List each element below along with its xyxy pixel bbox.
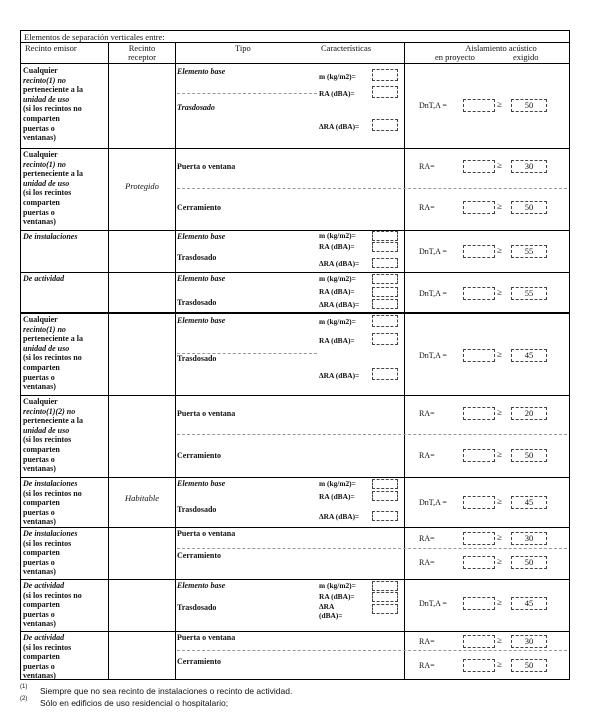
required-value: 30 — [511, 532, 547, 545]
tipo-trasdosado: Trasdosado — [177, 103, 215, 112]
required-value: 20 — [511, 407, 547, 420]
input-box[interactable] — [463, 245, 495, 258]
input-box[interactable] — [463, 349, 495, 362]
char-m: m (kg/m2)= — [319, 581, 356, 590]
geq-symbol: ≥ — [497, 635, 502, 645]
required-value: 30 — [511, 635, 547, 648]
label-dnt: DnT,A = — [419, 599, 447, 608]
input-box[interactable] — [372, 604, 398, 614]
emisor-line: ventanas) — [23, 619, 56, 629]
footnote-number: (2) — [20, 696, 28, 702]
tipo-trasdosado: Trasdosado — [177, 298, 217, 307]
tipo-puerta: Puerta o ventana — [177, 409, 236, 418]
label-ra: RA= — [419, 637, 435, 646]
tipo-trasdosado: Trasdosado — [177, 354, 217, 363]
footnote-text: Sólo en edificios de uso residencial o hospitalario; — [40, 698, 229, 708]
geq-symbol: ≥ — [497, 407, 502, 417]
receptor-protegido: Protegido — [125, 181, 159, 191]
emisor-actividad — [23, 581, 109, 629]
emisor-line: (si los recintos no — [23, 353, 82, 363]
input-box[interactable] — [463, 532, 495, 545]
tipo-trasdosado: Trasdosado — [177, 253, 217, 262]
receptor-habitable: Habitable — [125, 493, 159, 503]
geq-symbol: ≥ — [497, 496, 502, 506]
emisor-line: recinto(1) no — [23, 75, 66, 85]
required-value: 50 — [511, 99, 547, 112]
required-value: 50 — [511, 556, 547, 569]
input-box[interactable] — [372, 592, 398, 602]
emisor-line: recinto(1) no — [23, 159, 66, 169]
input-box[interactable] — [463, 160, 495, 173]
input-box[interactable] — [463, 597, 495, 610]
label-dnt: DnT,A = — [419, 498, 447, 507]
emisor-line: ventanas) — [23, 671, 56, 681]
emisor-line: perteneciente a la — [23, 334, 83, 344]
isolation-table — [20, 30, 570, 680]
emisor-line: recinto(1)(2) no — [23, 406, 76, 416]
input-box[interactable] — [372, 231, 398, 241]
emisor-line: ventanas) — [23, 133, 56, 143]
emisor-line: unidad de uso — [23, 178, 70, 188]
emisor-line: unidad de uso — [23, 425, 70, 435]
input-box[interactable] — [372, 511, 398, 521]
emisor-line: comparten — [23, 498, 60, 508]
tipo-elemento-base: Elemento base — [177, 232, 226, 241]
input-box[interactable] — [463, 496, 495, 509]
emisor-line: Cualquier — [23, 150, 58, 159]
tipo-elemento-base: Elemento base — [177, 316, 226, 325]
emisor-instalaciones: De instalaciones — [23, 232, 78, 241]
emisor-line: comparten — [23, 362, 60, 372]
emisor-line: puertas o — [23, 372, 55, 382]
emisor-actividad — [23, 633, 109, 681]
char-dra: ΔRA (dBA)= — [319, 512, 360, 521]
footnote-text: Siempre que no sea recinto de instalaciones o recinto de actividad. — [40, 686, 293, 696]
emisor-line: perteneciente a la — [23, 169, 83, 179]
required-value: 50 — [511, 659, 547, 672]
emisor-line: recinto(1) no — [23, 324, 66, 334]
input-box[interactable] — [372, 333, 398, 345]
tipo-cerramiento: Cerramiento — [177, 203, 221, 212]
emisor-line: puertas o — [23, 207, 55, 217]
header-proyecto: en proyecto — [435, 52, 475, 62]
geq-symbol: ≥ — [497, 99, 502, 109]
label-ra: RA= — [419, 661, 435, 670]
emisor-line: puertas o — [23, 557, 55, 567]
required-value: 45 — [511, 597, 547, 610]
input-box[interactable] — [463, 99, 495, 112]
char-dra: ΔRA (dBA)= — [319, 371, 360, 380]
input-box[interactable] — [372, 119, 398, 131]
input-box[interactable] — [463, 287, 495, 300]
tipo-puerta: Puerta o ventana — [177, 633, 236, 642]
required-value: 45 — [511, 496, 547, 509]
header-receptor-line2: receptor — [128, 52, 156, 62]
emisor-line: perteneciente a la — [23, 85, 83, 95]
emisor-line: (si los recintos no — [23, 590, 82, 600]
label-ra: RA= — [419, 203, 435, 212]
emisor-line: ventanas) — [23, 464, 56, 474]
geq-symbol: ≥ — [497, 349, 502, 359]
emisor-actividad: De actividad — [23, 274, 65, 283]
tipo-cerramiento: Cerramiento — [177, 657, 221, 666]
input-box[interactable] — [372, 69, 398, 81]
separator — [177, 93, 317, 94]
emisor-line: (si los recintos — [23, 538, 72, 548]
label-dnt: DnT,A = — [419, 247, 447, 256]
emisor-line: ventanas) — [23, 567, 56, 577]
char-ra: RA (dBA)= — [319, 592, 355, 601]
emisor-instalaciones — [23, 529, 109, 577]
emisor-cualquier — [23, 315, 109, 392]
tipo-cerramiento: Cerramiento — [177, 551, 221, 560]
geq-symbol: ≥ — [497, 201, 502, 211]
tipo-puerta: Puerta o ventana — [177, 529, 236, 538]
emisor-line: comparten — [23, 197, 60, 207]
input-box[interactable] — [463, 635, 495, 648]
char-m: m (kg/m2)= — [319, 231, 356, 240]
input-box[interactable] — [463, 449, 495, 462]
emisor-line: (si los recintos — [23, 435, 72, 445]
char-dra-alt: ΔRA — [319, 602, 335, 611]
label-dnt: DnT,A = — [419, 351, 447, 360]
tipo-elemento-base: Elemento base — [177, 581, 226, 590]
char-dra-alt2: (dBA)= — [319, 611, 343, 620]
separator — [177, 548, 567, 549]
required-value: 30 — [511, 160, 547, 173]
header-receptor-line1: Recinto — [128, 43, 156, 53]
emisor-instalaciones — [23, 479, 109, 527]
header-caracteristicas: Características — [321, 43, 372, 53]
emisor-line: comparten — [23, 652, 60, 662]
label-ra: RA= — [419, 409, 435, 418]
input-box[interactable] — [372, 479, 398, 489]
tipo-trasdosado: Trasdosado — [177, 603, 217, 612]
emisor-line: Cualquier — [23, 397, 58, 406]
emisor-line: puertas o — [23, 661, 55, 671]
input-box[interactable] — [463, 556, 495, 569]
input-box[interactable] — [372, 86, 398, 98]
emisor-line: (si los recintos — [23, 642, 72, 652]
header-receptor — [111, 44, 173, 63]
header-tipo: Tipo — [235, 43, 251, 53]
required-value: 50 — [511, 449, 547, 462]
emisor-line: (si los recintos — [23, 188, 72, 198]
required-value: 50 — [511, 201, 547, 214]
input-box[interactable] — [372, 299, 398, 309]
emisor-line: Cualquier — [23, 315, 58, 324]
emisor-line: perteneciente a la — [23, 416, 83, 426]
tipo-elemento-base: Elemento base — [177, 274, 226, 283]
header-emisor: Recinto emisor — [25, 43, 77, 53]
input-box[interactable] — [372, 581, 398, 591]
input-box[interactable] — [372, 258, 398, 268]
label-dnt: DnT,A = — [419, 101, 447, 110]
input-box[interactable] — [372, 368, 398, 380]
geq-symbol: ≥ — [497, 160, 502, 170]
input-box[interactable] — [463, 659, 495, 672]
char-m: m (kg/m2)= — [319, 72, 356, 81]
label-ra: RA= — [419, 534, 435, 543]
input-box[interactable] — [372, 242, 398, 252]
geq-symbol: ≥ — [497, 449, 502, 459]
emisor-line: comparten — [23, 444, 60, 454]
char-dra: ΔRA (dBA)= — [319, 122, 360, 131]
emisor-line: comparten — [23, 548, 60, 558]
char-dra: ΔRA (dBA)= — [319, 300, 360, 309]
required-value: 55 — [511, 245, 547, 258]
input-box[interactable] — [372, 315, 398, 327]
emisor-line: (si los recintos no — [23, 488, 82, 498]
char-m: m (kg/m2)= — [319, 274, 356, 283]
emisor-line: unidad de uso — [23, 343, 70, 353]
label-ra: RA= — [419, 558, 435, 567]
char-ra: RA (dBA)= — [319, 336, 355, 345]
char-m: m (kg/m2)= — [319, 479, 356, 488]
separator — [177, 650, 567, 651]
emisor-line: comparten — [23, 113, 60, 123]
table-title: Elementos de separación verticales entre: — [21, 31, 569, 43]
char-ra: RA (dBA)= — [319, 287, 355, 296]
geq-symbol: ≥ — [497, 532, 502, 542]
header-aislamiento-title: Aislamiento acústico — [465, 43, 537, 53]
emisor-line: De actividad — [23, 581, 65, 590]
tipo-elemento-base: Elemento base — [177, 479, 226, 488]
geq-symbol: ≥ — [497, 287, 502, 297]
emisor-line: ventanas) — [23, 217, 56, 227]
label-ra: RA= — [419, 451, 435, 460]
input-box[interactable] — [463, 201, 495, 214]
char-ra: RA (dBA)= — [319, 242, 355, 251]
geq-symbol: ≥ — [497, 597, 502, 607]
emisor-line: ventanas) — [23, 517, 56, 527]
char-ra: RA (dBA)= — [319, 492, 355, 501]
tipo-trasdosado: Trasdosado — [177, 505, 217, 514]
geq-symbol: ≥ — [497, 556, 502, 566]
emisor-line: puertas o — [23, 609, 55, 619]
emisor-line: Cualquier — [23, 66, 58, 75]
emisor-line: De instalaciones — [23, 529, 78, 538]
label-ra: RA= — [419, 162, 435, 171]
header-exigido: exigido — [513, 52, 539, 62]
label-dnt: DnT,A = — [419, 289, 447, 298]
char-dra: ΔRA (dBA)= — [319, 259, 360, 268]
required-value: 45 — [511, 349, 547, 362]
emisor-cualquier — [23, 150, 109, 227]
emisor-line: puertas o — [23, 507, 55, 517]
emisor-line: comparten — [23, 600, 60, 610]
footnote-number: (1) — [20, 684, 28, 690]
header-aislamiento — [435, 43, 561, 63]
char-ra: RA (dBA)= — [319, 89, 355, 98]
emisor-line: (si los recintos no — [23, 104, 82, 114]
char-m: m (kg/m2)= — [319, 317, 356, 326]
separator — [177, 434, 567, 435]
tipo-elemento-base: Elemento base — [177, 67, 226, 76]
emisor-line: puertas o — [23, 454, 55, 464]
geq-symbol: ≥ — [497, 245, 502, 255]
input-box[interactable] — [372, 287, 398, 297]
separator — [177, 188, 567, 189]
geq-symbol: ≥ — [497, 659, 502, 669]
input-box[interactable] — [372, 491, 398, 501]
emisor-line: De actividad — [23, 633, 65, 642]
emisor-cualquier — [23, 397, 109, 474]
input-box[interactable] — [463, 407, 495, 420]
emisor-line: De instalaciones — [23, 479, 78, 488]
emisor-line: ventanas) — [23, 382, 56, 392]
input-box[interactable] — [372, 274, 398, 284]
emisor-line: puertas o — [23, 123, 55, 133]
tipo-puerta: Puerta o ventana — [177, 162, 236, 171]
tipo-cerramiento: Cerramiento — [177, 451, 221, 460]
emisor-cualquier — [23, 66, 109, 143]
emisor-line: unidad de uso — [23, 94, 70, 104]
required-value: 55 — [511, 287, 547, 300]
